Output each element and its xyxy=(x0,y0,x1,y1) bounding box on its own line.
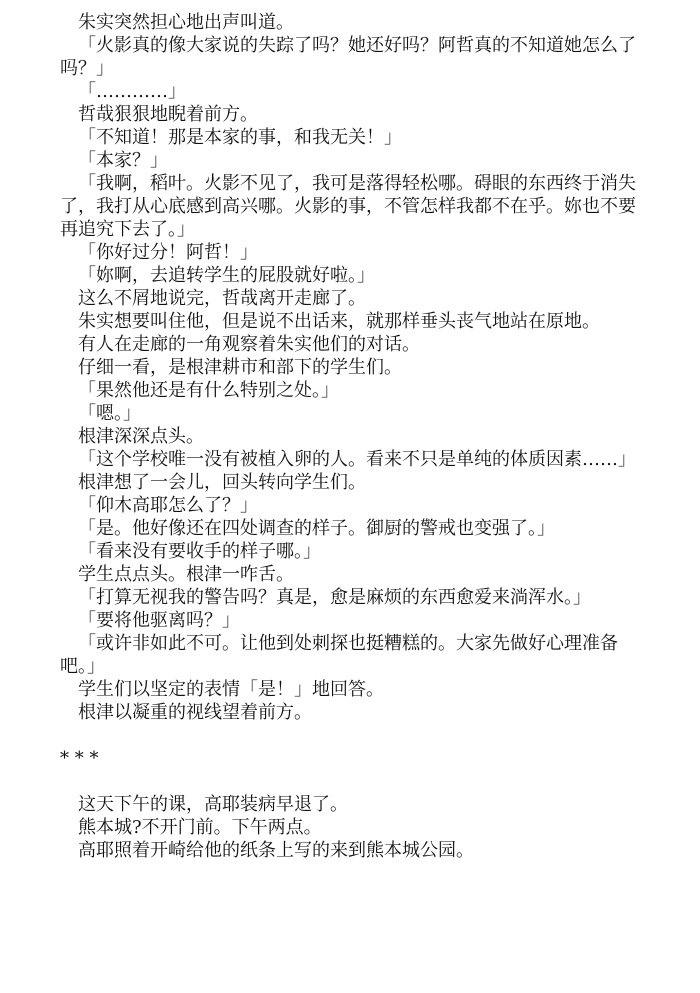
paragraph: 这天下午的课，高耶装病早退了。 xyxy=(78,794,348,815)
paragraph: 哲哉狠狠地睨着前方。 xyxy=(78,104,258,125)
paragraph: 学生点点头。根津一咋舌。 xyxy=(78,564,294,585)
paragraph: 仔细一看，是根津耕市和部下的学生们。 xyxy=(78,357,402,378)
paragraph: 「这个学校唯一没有被植入卵的人。看来不只是单纯的体质因素……」 xyxy=(78,449,636,470)
paragraph: 「你好过分！阿哲！」 xyxy=(78,242,258,263)
paragraph: 「不知道！那是本家的事，和我无关！」 xyxy=(78,127,402,148)
paragraph: 「火影真的像大家说的失踪了吗？她还好吗？阿哲真的不知道她怎么了吗？」 xyxy=(60,35,636,79)
paragraph: 「看来没有要收手的样子哪。」 xyxy=(78,541,321,562)
paragraph: 「仰木高耶怎么了？」 xyxy=(78,495,258,516)
paragraph: 「要将他驱离吗？」 xyxy=(78,610,240,631)
paragraph: 「本家？」 xyxy=(78,150,168,171)
paragraph: 「我啊，稻叶。火影不见了，我可是落得轻松哪。碍眼的东西终于消失了，我打从心底感到高兴哪。火影的事，不管怎样我都不在乎。妳也不要再追究下去了。」 xyxy=(60,173,636,240)
spacer xyxy=(60,724,644,747)
paragraph: 「是。他好像还在四处调查的样子。御厨的警戒也变强了。」 xyxy=(78,518,555,539)
paragraph: 根津以凝重的视线望着前方。 xyxy=(78,702,312,723)
paragraph: 「或许非如此不可。让他到处刺探也挺糟糕的。大家先做好心理准备吧。」 xyxy=(60,633,618,677)
paragraph: 「…………」 xyxy=(78,81,186,102)
paragraph: 「打算无视我的警告吗？真是，愈是麻烦的东西愈爱来淌浑水。」 xyxy=(78,587,591,608)
paragraph: 「嗯。」 xyxy=(78,403,141,424)
spacer xyxy=(60,770,644,793)
paragraph: 这么不屑地说完，哲哉离开走廊了。 xyxy=(78,288,366,309)
section-separator: * * * xyxy=(60,748,99,769)
paragraph: 「果然他还是有什么特别之处。」 xyxy=(78,380,339,401)
paragraph: 根津想了一会儿，回头转向学生们。 xyxy=(78,472,366,493)
paragraph: 朱实突然担心地出声叫道。 xyxy=(78,12,294,33)
paragraph: 根津深深点头。 xyxy=(78,426,204,447)
paragraph: 熊本城?不开门前。下午两点。 xyxy=(78,817,322,838)
document-page xyxy=(60,11,644,862)
paragraph: 朱实想要叫住他，但是说不出话来，就那样垂头丧气地站在原地。 xyxy=(78,311,600,332)
paragraph: 高耶照着开崎给他的纸条上写的来到熊本城公园。 xyxy=(78,840,474,861)
paragraph-group-b xyxy=(60,793,644,862)
paragraph: 有人在走廊的一角观察着朱实他们的对话。 xyxy=(78,334,420,355)
paragraph-group-a xyxy=(60,11,644,724)
paragraph: 学生们以坚定的表情「是！」地回答。 xyxy=(78,679,384,700)
paragraph: 「妳啊，去追转学生的屁股就好啦。」 xyxy=(78,265,375,286)
